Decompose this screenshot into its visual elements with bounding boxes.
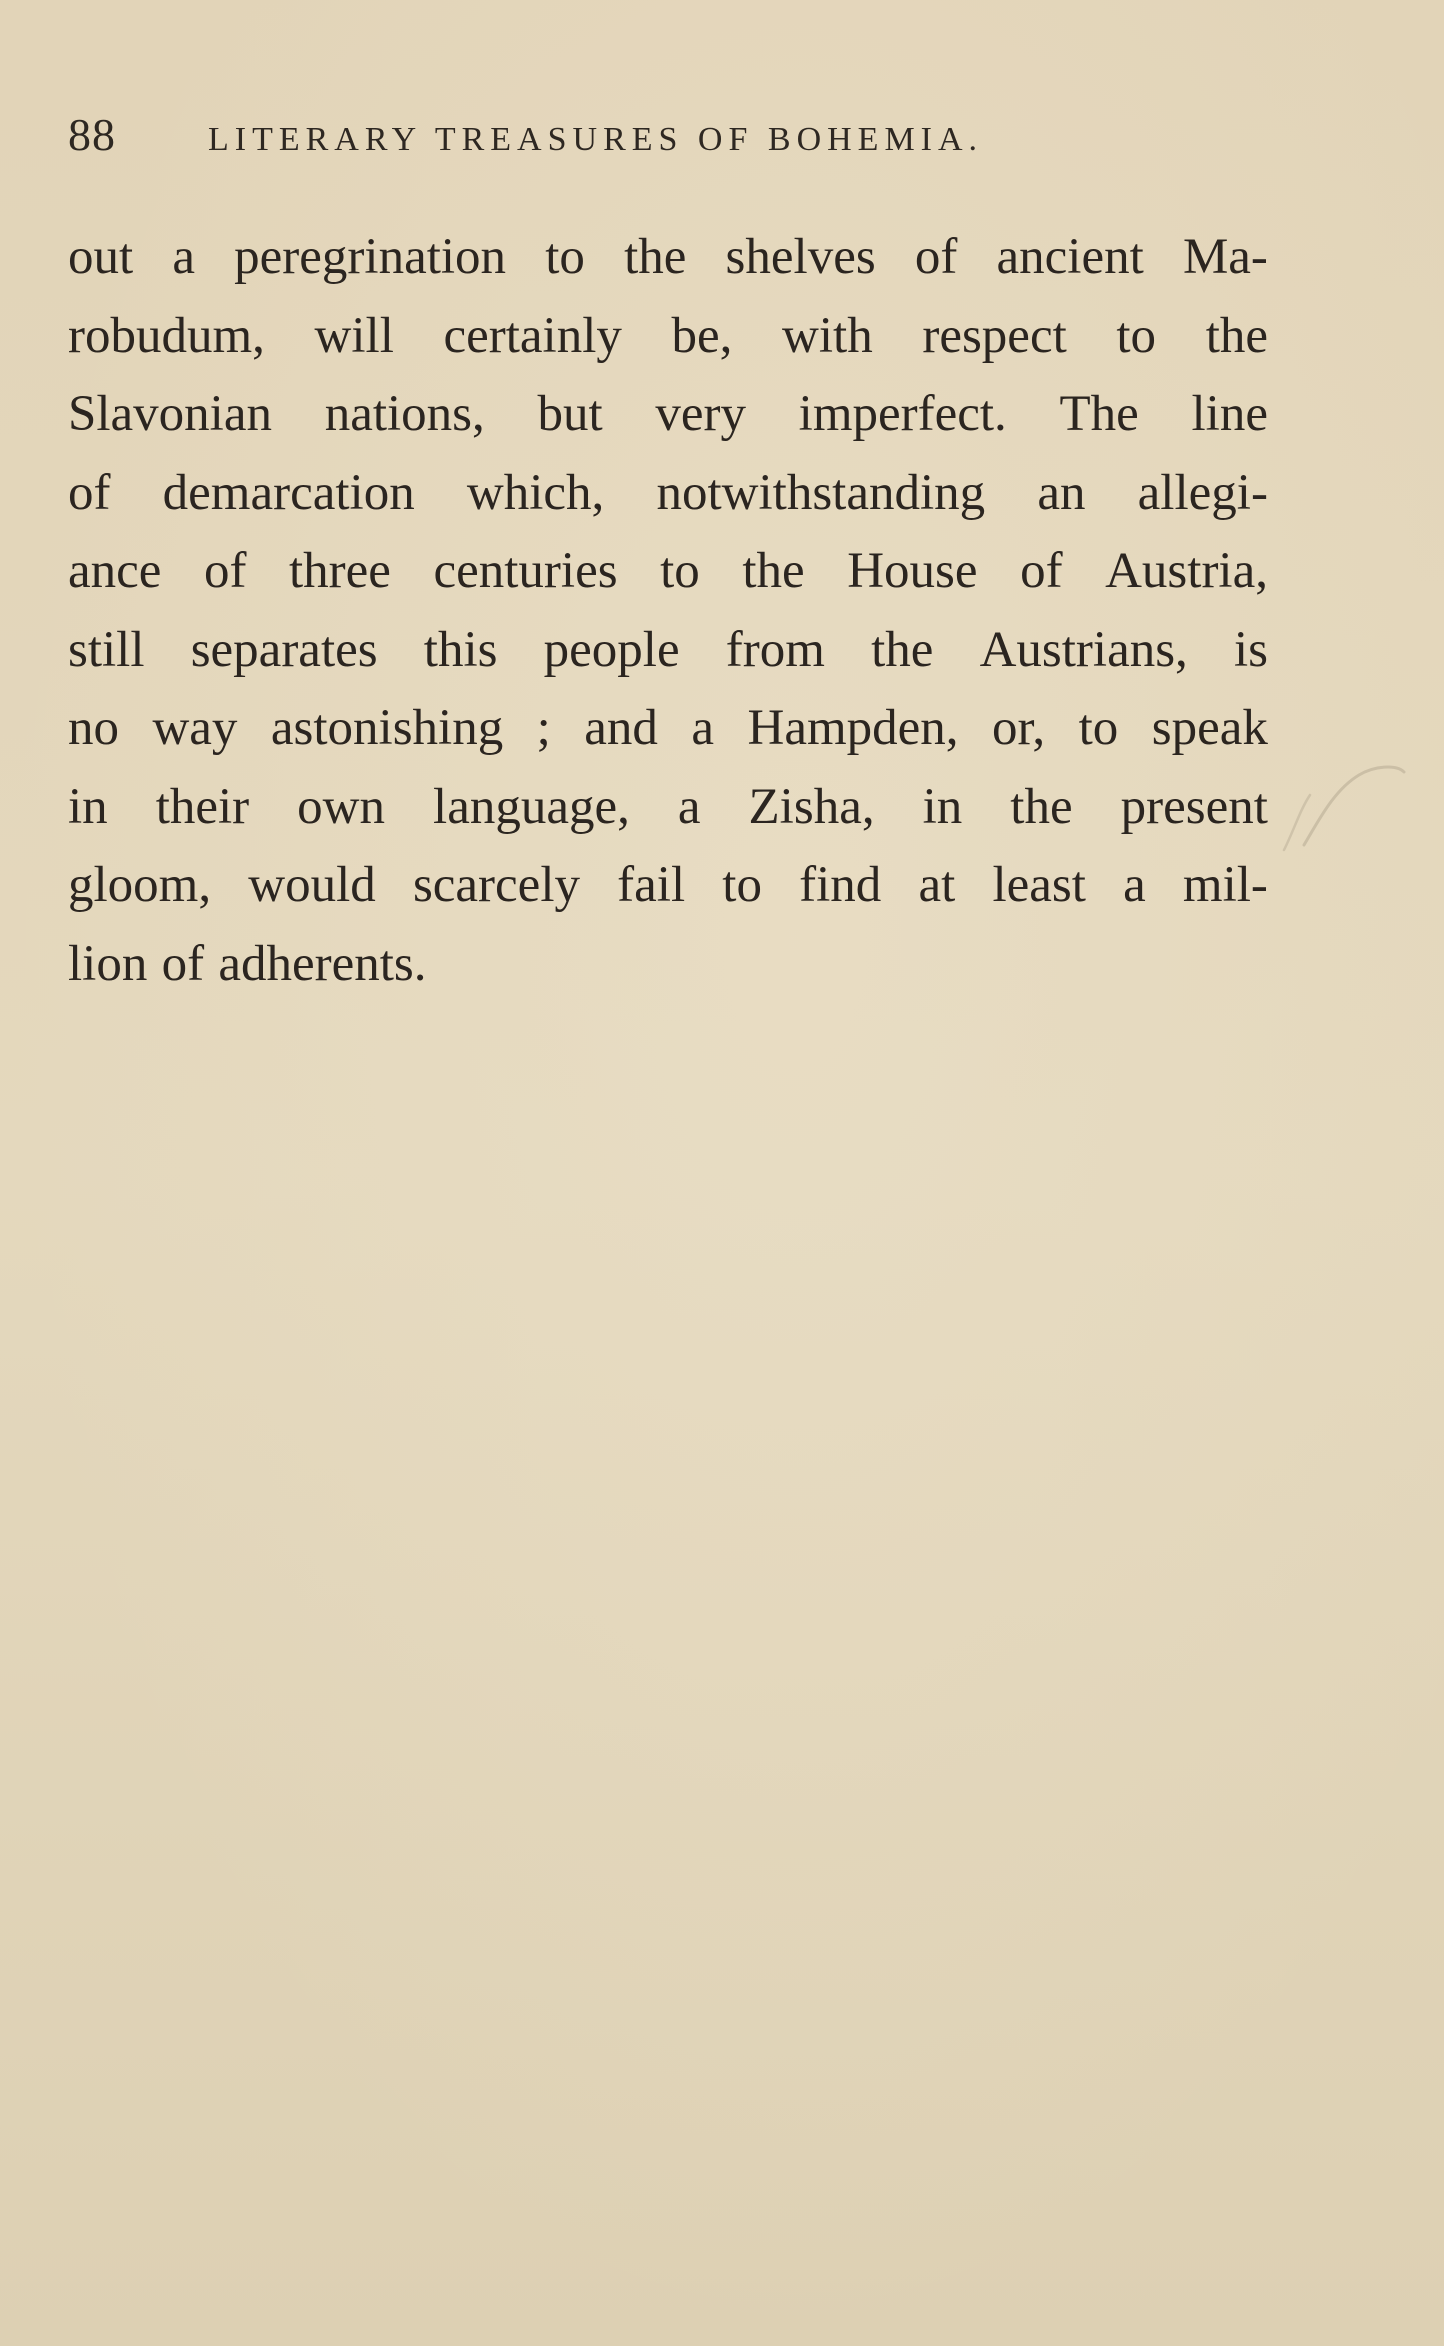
word: lion [68,935,148,992]
word: gloom, [68,857,212,913]
text-line [68,689,1268,768]
word: and [584,700,658,756]
word: from [725,621,825,678]
word: Zisha, [748,778,875,835]
word: least [992,857,1086,913]
text-line [68,218,1268,297]
word: fail [617,857,686,913]
word: of [1020,543,1063,599]
pencil-mark-icon [1264,750,1414,860]
word: a [1123,857,1146,913]
word: demarcation [162,464,415,521]
word: Austria, [1105,543,1268,599]
word: with [782,307,873,364]
word: robudum, [68,307,265,364]
word: the [742,543,805,599]
word: a [172,229,195,285]
word: ancient [996,229,1144,285]
text-line [68,611,1268,690]
word: to [1116,307,1157,364]
word: The [1059,386,1139,442]
word: in [68,778,108,835]
running-head-title: LITERARY TREASURES OF BOHEMIA. [208,121,984,158]
word: certainly [443,307,622,364]
word: find [799,857,882,913]
word: ance [68,543,162,599]
word: will [314,307,394,364]
word: a [677,778,701,835]
word: people [543,621,680,678]
word: this [423,621,498,678]
word: of [203,543,247,599]
body-text [68,218,1268,1003]
word: House [847,543,978,599]
word: still [68,621,145,678]
word: Ma- [1182,229,1268,285]
running-head [68,108,1268,168]
word: of [914,229,958,285]
word: centuries [433,543,618,599]
word: present [1120,778,1268,835]
word: an [1037,464,1086,521]
word: respect [922,307,1067,364]
word: language, [433,778,630,835]
word: allegi- [1137,464,1268,521]
word: ; [536,700,551,756]
word: mil- [1182,857,1268,913]
text-line [68,532,1268,611]
word: at [918,857,956,913]
text-line-last [68,925,1268,1004]
text-line [68,375,1268,454]
word: speak [1151,700,1268,756]
word: in [922,778,963,835]
word: is [1233,621,1268,678]
word: nations, [324,386,485,442]
word: three [289,543,391,599]
text-line [68,454,1268,533]
page-number: 88 [68,109,116,160]
text-line [68,846,1268,925]
word: or, [991,700,1046,756]
word: of [68,464,111,521]
word: adherents. [218,935,427,992]
word: notwithstanding [656,464,986,521]
word: but [537,386,603,442]
word: Slavonian [68,386,272,442]
word: separates [190,621,378,678]
word: way [152,700,238,756]
word: Austrians, [979,621,1188,678]
word: own [297,778,386,835]
word: would [248,857,376,913]
word: out [68,229,134,285]
word: line [1191,386,1268,442]
word: peregrination [234,229,507,285]
word: astonishing [270,700,504,756]
word: scarcely [412,857,580,913]
word: to [722,857,762,913]
word: a [691,700,715,756]
word: shelves [725,229,876,285]
word: to [545,229,585,285]
word: which, [466,464,605,521]
word: the [1205,307,1268,364]
word: very [655,386,746,442]
word: of [161,935,205,992]
word: their [155,778,250,835]
word: no [68,700,119,756]
word: to [1078,700,1119,756]
word: the [871,621,934,678]
word: the [1010,778,1073,835]
word: to [660,543,700,599]
word: Hampden, [747,700,959,756]
word: the [624,229,687,285]
text-line [68,297,1268,376]
word: be, [671,307,733,364]
text-line [68,768,1268,847]
word: imperfect. [798,386,1007,442]
